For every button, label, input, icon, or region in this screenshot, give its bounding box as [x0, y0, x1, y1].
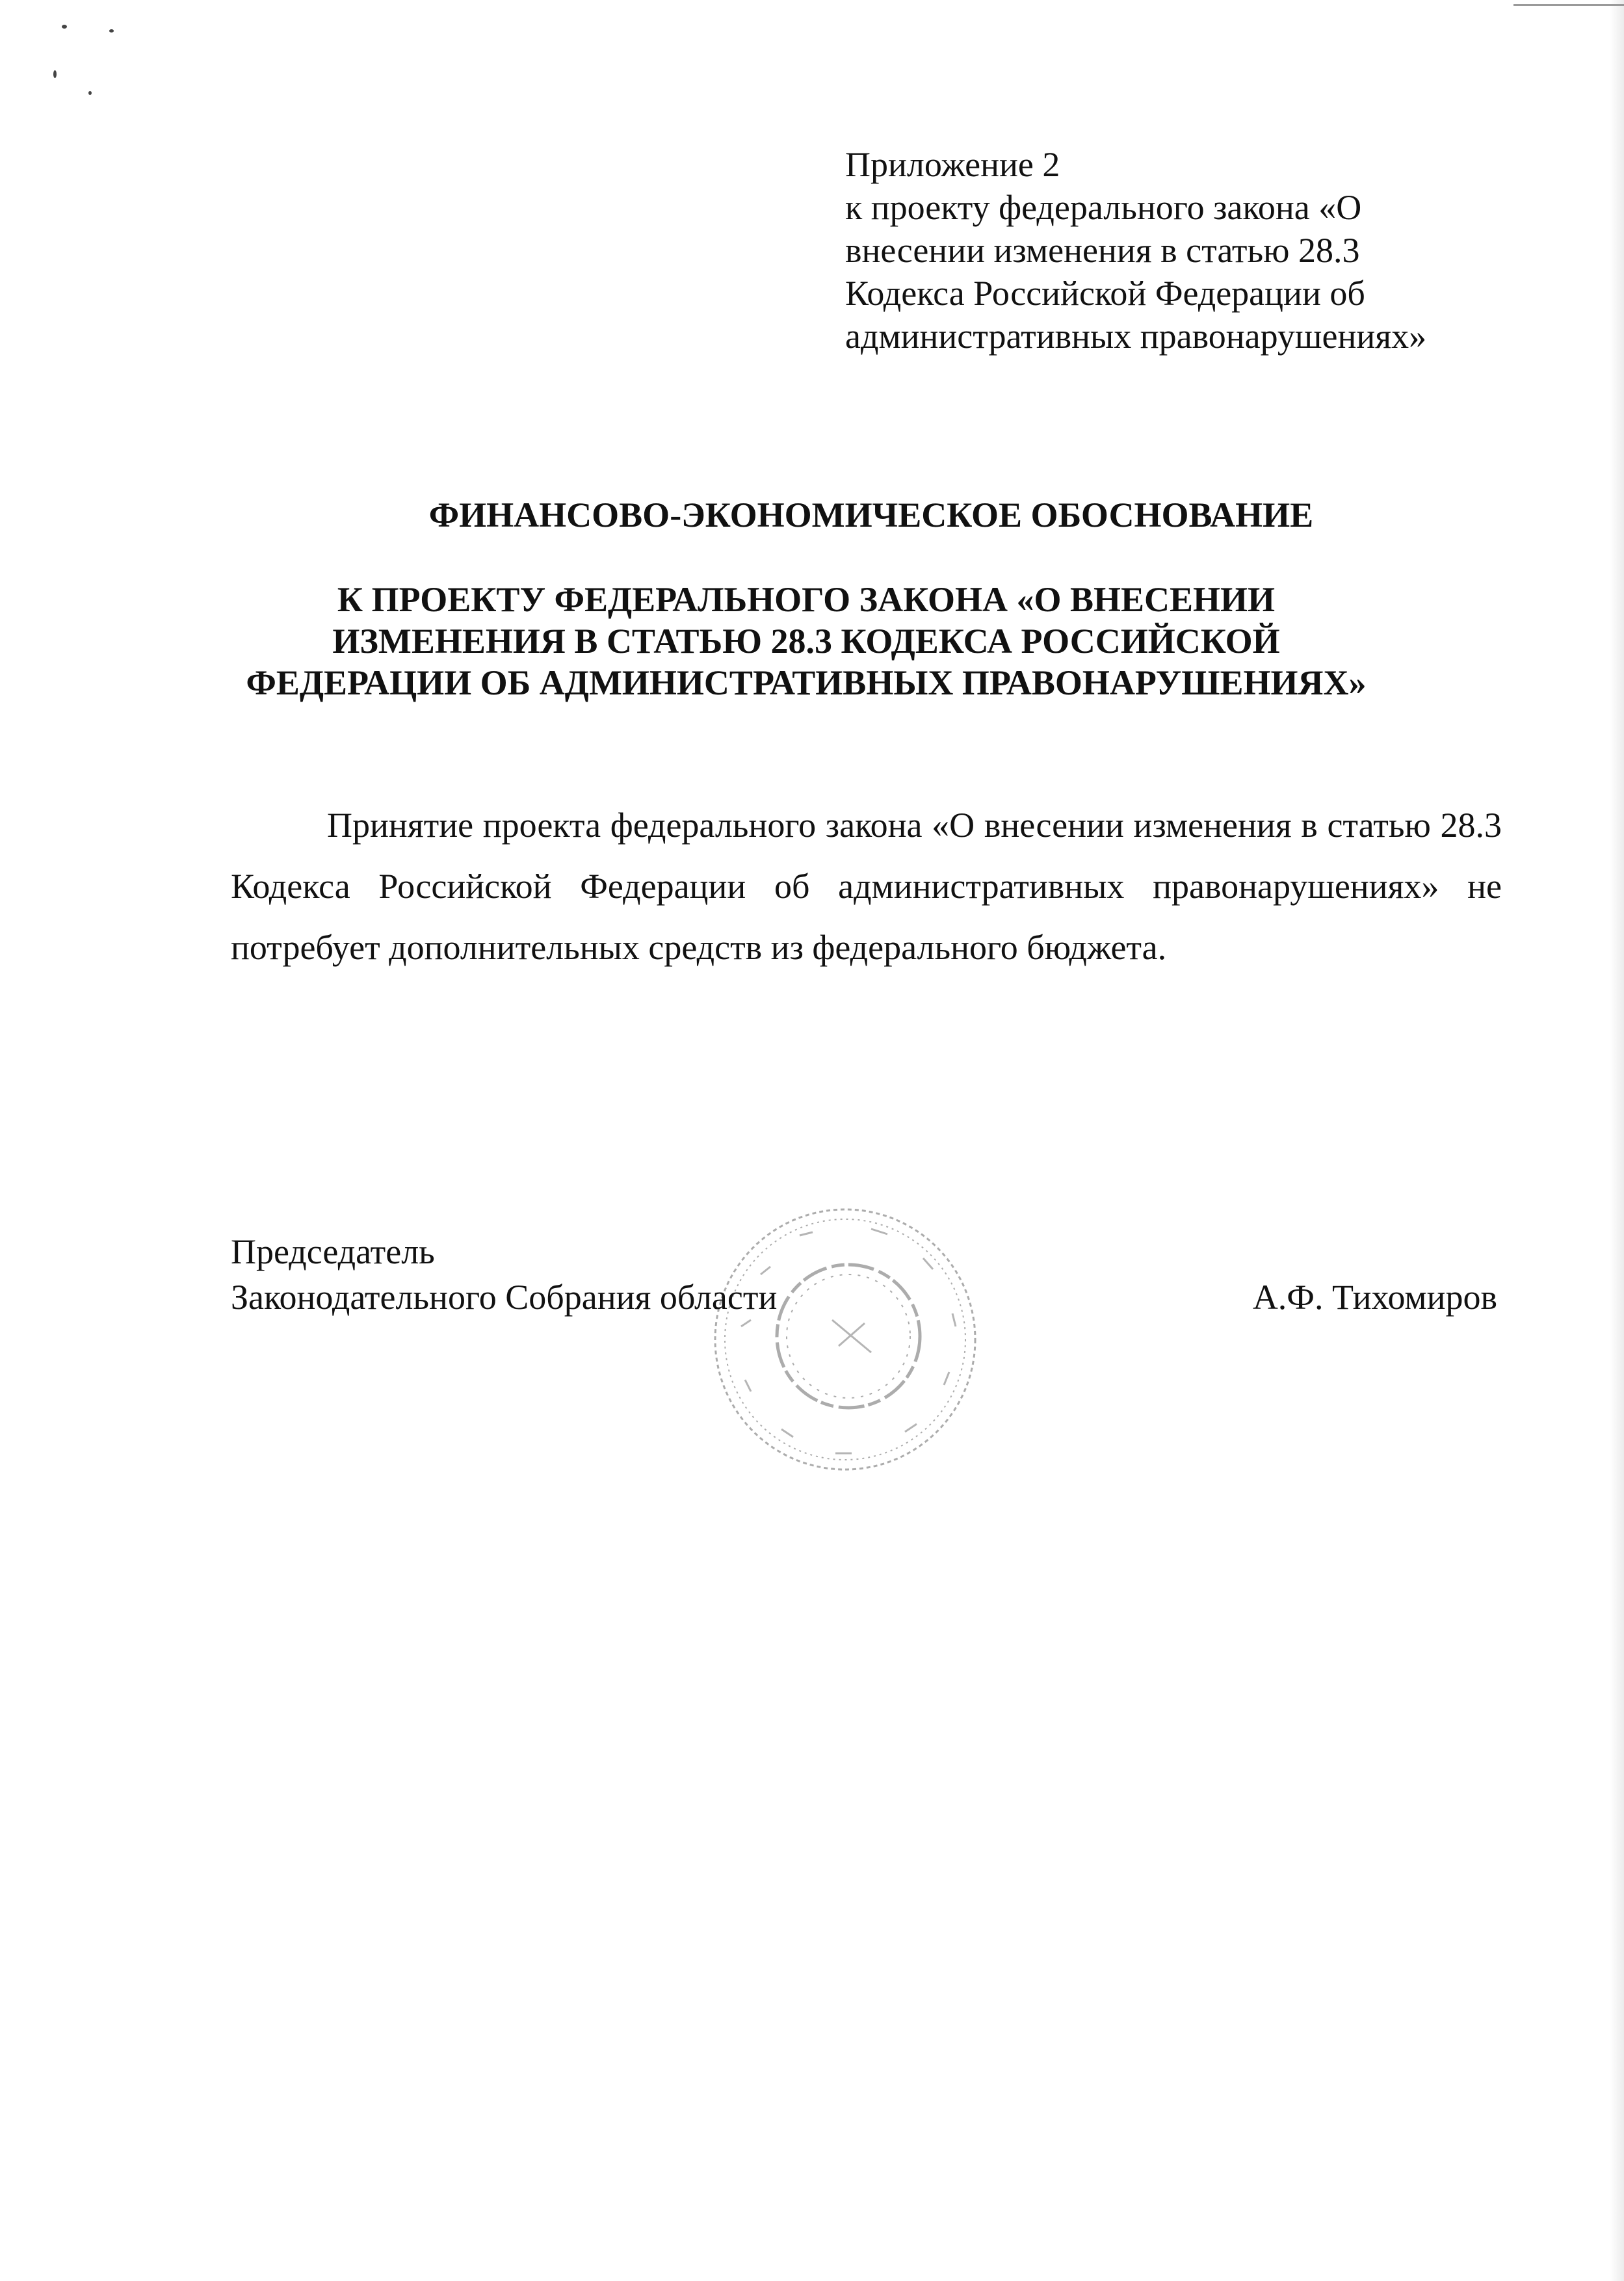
- position-line: Председатель: [231, 1232, 435, 1271]
- scan-speck: [109, 29, 114, 33]
- scan-top-mark: [1513, 4, 1624, 6]
- appendix-line: Приложение 2: [845, 145, 1060, 184]
- appendix-line: к проекту федерального закона «О: [845, 188, 1362, 227]
- appendix-line: Кодекса Российской Федерации об: [845, 274, 1365, 313]
- subtitle-line: ФЕДЕРАЦИИ ОБ АДМИНИСТРАТИВНЫХ ПРАВОНАРУШЕНИЯХ»: [246, 663, 1367, 702]
- position-line: Законодательного Собрания области: [231, 1278, 778, 1317]
- document-subtitle: [156, 579, 1456, 704]
- document-title: [221, 494, 1521, 536]
- appendix-line: административных правонарушениях»: [845, 317, 1427, 356]
- title-main-line: ФИНАНСОВО-ЭКОНОМИЧЕСКОЕ ОБОСНОВАНИЕ: [428, 495, 1314, 534]
- subtitle-line: ИЗМЕНЕНИЯ В СТАТЬЮ 28.3 КОДЕКСА РОССИЙСКОЙ: [332, 622, 1280, 661]
- appendix-note: [845, 143, 1495, 358]
- scan-speck: [62, 25, 67, 29]
- scan-speck: [88, 91, 92, 95]
- scan-speck: [53, 70, 57, 78]
- signatory-position: [231, 1229, 777, 1320]
- signatory-name: А.Ф. Тихомиров: [1252, 1278, 1497, 1317]
- subtitle-line: К ПРОЕКТУ ФЕДЕРАЛЬНОГО ЗАКОНА «О ВНЕСЕНИИ: [337, 580, 1276, 619]
- appendix-line: внесении изменения в статью 28.3: [845, 231, 1360, 270]
- scan-edge-shadow: [1610, 0, 1624, 2281]
- body-paragraph: Принятие проекта федерального закона «О внесении изменения в статью 28.3 Кодекса Российской Федерации об административных правонарушениях» не потребует дополнительных средств из федерального бюджета.: [231, 806, 1502, 967]
